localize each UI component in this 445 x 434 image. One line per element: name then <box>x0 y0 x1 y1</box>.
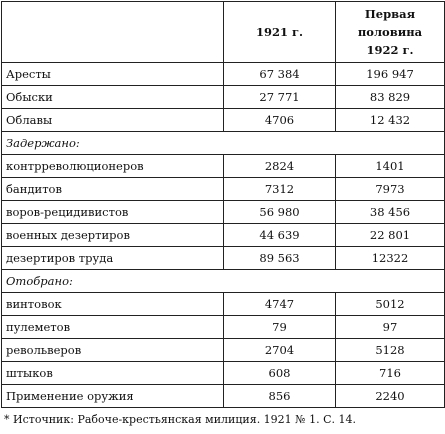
table-row <box>2 155 445 178</box>
row-label: винтовок <box>2 293 224 316</box>
value-1921: 4706 <box>224 109 336 132</box>
value-1922: 2240 <box>336 385 445 408</box>
value-1921: 856 <box>224 385 336 408</box>
value-1922: 83 829 <box>336 86 445 109</box>
table-row <box>2 201 445 224</box>
value-1921: 89 563 <box>224 247 336 270</box>
section-label: Задержано: <box>2 132 445 155</box>
value-1922: 5012 <box>336 293 445 316</box>
value-1922: 716 <box>336 362 445 385</box>
value-1921: 44 639 <box>224 224 336 247</box>
row-label: Применение оружия <box>2 385 224 408</box>
value-1922: 38 456 <box>336 201 445 224</box>
value-1921: 4747 <box>224 293 336 316</box>
table-row <box>2 247 445 270</box>
value-1922: 97 <box>336 316 445 339</box>
header-1921: 1921 г. <box>224 2 336 63</box>
table-header-row <box>2 2 445 63</box>
value-1921: 7312 <box>224 178 336 201</box>
row-label: Обыски <box>2 86 224 109</box>
table-row <box>2 109 445 132</box>
value-1922: 1401 <box>336 155 445 178</box>
section-row <box>2 270 445 293</box>
value-1921: 67 384 <box>224 63 336 86</box>
statistics-table <box>1 1 445 408</box>
row-label: дезертиров труда <box>2 247 224 270</box>
row-label: военных дезертиров <box>2 224 224 247</box>
table-row <box>2 178 445 201</box>
table-row <box>2 224 445 247</box>
row-label: Аресты <box>2 63 224 86</box>
value-1922: 12 432 <box>336 109 445 132</box>
row-label: револьверов <box>2 339 224 362</box>
table-row <box>2 63 445 86</box>
section-label: Отобрано: <box>2 270 445 293</box>
table-body <box>2 63 445 408</box>
row-label: контрреволюционеров <box>2 155 224 178</box>
value-1921: 608 <box>224 362 336 385</box>
value-1922: 7973 <box>336 178 445 201</box>
value-1921: 2824 <box>224 155 336 178</box>
section-row <box>2 132 445 155</box>
table-row <box>2 86 445 109</box>
row-label: штыков <box>2 362 224 385</box>
value-1922: 12322 <box>336 247 445 270</box>
value-1921: 56 980 <box>224 201 336 224</box>
row-label: воров-рецидивистов <box>2 201 224 224</box>
table-row <box>2 362 445 385</box>
row-label: пулеметов <box>2 316 224 339</box>
table-row <box>2 316 445 339</box>
value-1921: 79 <box>224 316 336 339</box>
value-1921: 27 771 <box>224 86 336 109</box>
source-footnote: * Источник: Рабоче-крестьянская милиция. 1921 № 1. С. 14. <box>4 413 356 426</box>
header-1922-first-half: Первая половина 1922 г. <box>336 2 445 63</box>
row-label: Облавы <box>2 109 224 132</box>
row-label: бандитов <box>2 178 224 201</box>
value-1922: 22 801 <box>336 224 445 247</box>
header-label-cell <box>2 2 224 63</box>
table-row <box>2 385 445 408</box>
table-row <box>2 339 445 362</box>
value-1922: 196 947 <box>336 63 445 86</box>
value-1921: 2704 <box>224 339 336 362</box>
table-row <box>2 293 445 316</box>
value-1922: 5128 <box>336 339 445 362</box>
